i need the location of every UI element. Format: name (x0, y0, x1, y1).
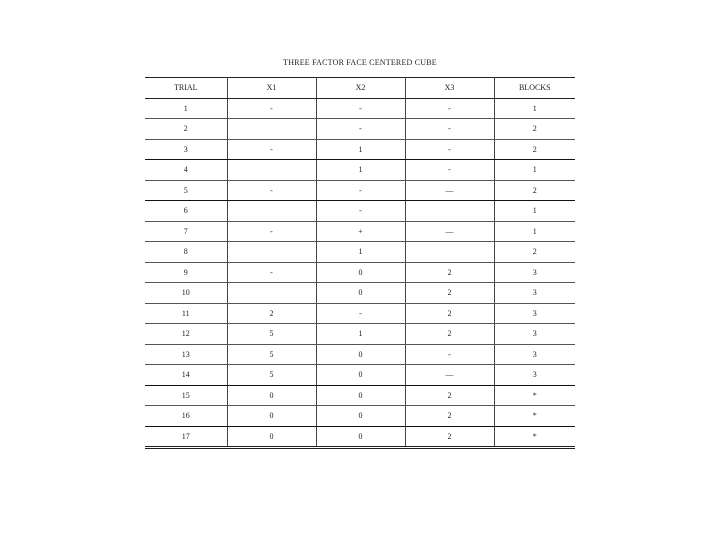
table-row (145, 365, 575, 386)
table-row (145, 426, 575, 448)
header-x3: X3 (405, 78, 494, 99)
cell-trial: 9 (145, 262, 227, 283)
cell-trial: 12 (145, 324, 227, 345)
cell-blocks: 1 (494, 98, 575, 119)
table-row (145, 221, 575, 242)
cell-x1: 0 (227, 426, 316, 448)
cell-x2: - (316, 180, 405, 201)
cell-x1: 5 (227, 365, 316, 386)
table-title: THREE FACTOR FACE CENTERED CUBE (283, 58, 437, 67)
table-row (145, 98, 575, 119)
cell-x2: 0 (316, 406, 405, 427)
cell-x2: 1 (316, 139, 405, 160)
cell-blocks: 1 (494, 201, 575, 222)
cell-blocks: 2 (494, 139, 575, 160)
cell-x2: 1 (316, 324, 405, 345)
cell-x3: - (405, 344, 494, 365)
cell-x1: 5 (227, 324, 316, 345)
cell-x3: 2 (405, 303, 494, 324)
cell-x2: 0 (316, 283, 405, 304)
cell-x1: 0 (227, 406, 316, 427)
cell-trial: 16 (145, 406, 227, 427)
cell-x2: 0 (316, 426, 405, 448)
cell-x1: - (227, 221, 316, 242)
cell-x3: 2 (405, 385, 494, 406)
table-row (145, 201, 575, 222)
header-x1: X1 (227, 78, 316, 99)
cell-trial: 14 (145, 365, 227, 386)
cell-trial: 7 (145, 221, 227, 242)
cell-blocks: 3 (494, 324, 575, 345)
cell-x1 (227, 201, 316, 222)
cell-x3 (405, 242, 494, 263)
cell-x3: - (405, 119, 494, 140)
table-row (145, 344, 575, 365)
cell-x1 (227, 119, 316, 140)
cell-blocks: 2 (494, 242, 575, 263)
cell-x3: - (405, 98, 494, 119)
cell-trial: 3 (145, 139, 227, 160)
cell-x2: 0 (316, 365, 405, 386)
header-blocks: BLOCKS (494, 78, 575, 99)
cell-trial: 17 (145, 426, 227, 448)
cell-x3 (405, 201, 494, 222)
cell-x1: 5 (227, 344, 316, 365)
table-row (145, 385, 575, 406)
cell-trial: 10 (145, 283, 227, 304)
cell-blocks: 1 (494, 160, 575, 181)
cell-trial: 4 (145, 160, 227, 181)
cell-blocks: 3 (494, 303, 575, 324)
cell-x1 (227, 160, 316, 181)
cell-x1: - (227, 98, 316, 119)
cell-x3: — (405, 365, 494, 386)
cell-trial: 15 (145, 385, 227, 406)
cell-blocks: 1 (494, 221, 575, 242)
cell-blocks: 3 (494, 344, 575, 365)
cell-x1: 2 (227, 303, 316, 324)
cell-trial: 13 (145, 344, 227, 365)
table-row (145, 303, 575, 324)
cell-x1 (227, 242, 316, 263)
cell-x1: - (227, 262, 316, 283)
cell-x2: - (316, 201, 405, 222)
cell-blocks: 3 (494, 262, 575, 283)
cell-x3: 2 (405, 262, 494, 283)
cell-blocks: * (494, 426, 575, 448)
cell-x3: 2 (405, 324, 494, 345)
cell-trial: 5 (145, 180, 227, 201)
cell-x2: + (316, 221, 405, 242)
cell-x3: - (405, 160, 494, 181)
cell-blocks: 3 (494, 365, 575, 386)
table-row (145, 160, 575, 181)
cell-blocks: * (494, 406, 575, 427)
header-row (145, 78, 575, 99)
cell-x1: - (227, 139, 316, 160)
cell-x3: 2 (405, 406, 494, 427)
cell-x2: 0 (316, 385, 405, 406)
cell-x2: 0 (316, 262, 405, 283)
cell-trial: 1 (145, 98, 227, 119)
cell-x3: - (405, 139, 494, 160)
cell-x1: - (227, 180, 316, 201)
cell-trial: 6 (145, 201, 227, 222)
cell-blocks: 3 (494, 283, 575, 304)
design-table (145, 77, 575, 449)
header-x2: X2 (316, 78, 405, 99)
cell-x2: 0 (316, 344, 405, 365)
header-trial: TRIAL (145, 78, 227, 99)
table-row (145, 139, 575, 160)
cell-x3: — (405, 221, 494, 242)
table-row (145, 324, 575, 345)
table-row (145, 406, 575, 427)
cell-x2: - (316, 303, 405, 324)
cell-blocks: 2 (494, 180, 575, 201)
table-row (145, 242, 575, 263)
table-body (145, 98, 575, 448)
cell-trial: 2 (145, 119, 227, 140)
cell-x3: 2 (405, 283, 494, 304)
cell-blocks: 2 (494, 119, 575, 140)
table-row (145, 262, 575, 283)
cell-x2: - (316, 119, 405, 140)
cell-x2: 1 (316, 242, 405, 263)
cell-blocks: * (494, 385, 575, 406)
cell-x1: 0 (227, 385, 316, 406)
table-row (145, 283, 575, 304)
cell-x2: 1 (316, 160, 405, 181)
cell-x3: — (405, 180, 494, 201)
cell-trial: 11 (145, 303, 227, 324)
table-row (145, 180, 575, 201)
cell-x2: - (316, 98, 405, 119)
table-row (145, 119, 575, 140)
cell-x3: 2 (405, 426, 494, 448)
cell-x1 (227, 283, 316, 304)
cell-trial: 8 (145, 242, 227, 263)
